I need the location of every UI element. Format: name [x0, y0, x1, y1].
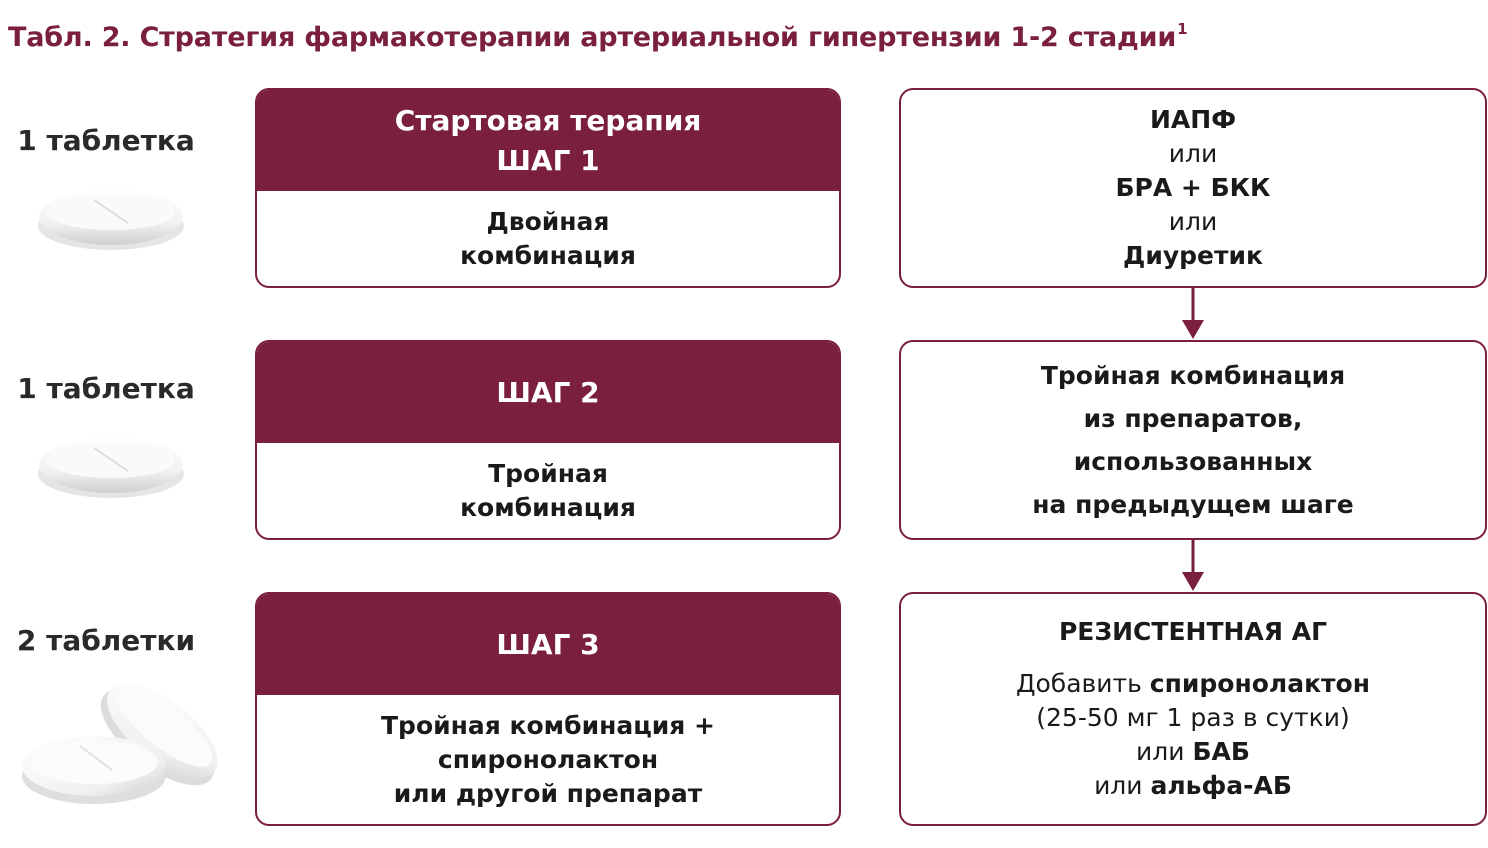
step-1-body [257, 191, 839, 286]
step-1-drug-options [899, 88, 1487, 288]
step-2-card [255, 340, 841, 540]
step-2-detail-line-1: Тройная комбинация [1040, 361, 1346, 390]
step-3-title: ШАГ 3 [496, 627, 600, 661]
table-title-text: Табл. 2. Стратегия фармакотерапии артериальной гипертензии 1-2 стадии [8, 22, 1177, 53]
footnote-marker: 1 [1177, 20, 1188, 38]
step-2-header [257, 342, 839, 443]
resistant-drug-spironolactone: спиронолактон [1149, 669, 1370, 698]
step-3-body-line-1: Тройная комбинация + [381, 710, 715, 740]
step-2-body-line-1: Тройная [488, 458, 608, 488]
single-tablet-icon [36, 180, 186, 254]
single-tablet-icon [36, 428, 186, 502]
step-2-detail-line-3: использованных [1073, 447, 1313, 476]
resistant-line-3 [1136, 735, 1250, 769]
step-1-header [257, 90, 839, 191]
resistant-line-1 [1016, 667, 1370, 701]
step-1-body-line-2: комбинация [460, 240, 636, 270]
table-title [8, 20, 1187, 53]
step-1-body-line-1: Двойная [486, 206, 610, 236]
step-3-body-line-3: или другой препарат [393, 778, 703, 808]
step-2-body [257, 443, 839, 538]
step-1-card [255, 88, 841, 288]
step-2-detail-line-2: из препаратов, [1083, 404, 1303, 433]
step-1-title-line-2: ШАГ 1 [496, 143, 600, 177]
resistant-heading: РЕЗИСТЕНТНАЯ АГ [1058, 617, 1328, 646]
step-3-body-line-2: спиронолактон [437, 744, 659, 774]
resistant-drug-alpha-ab: альфа-АБ [1150, 771, 1292, 800]
resistant-hypertension-box [899, 592, 1487, 826]
pill-count-label-3: 2 таблетки [16, 624, 196, 657]
pill-count-label-2: 1 таблетка [17, 372, 195, 405]
resistant-line-4-prefix: или [1094, 771, 1151, 800]
step-1-title-line-1: Стартовая терапия [394, 104, 702, 138]
two-tablets-icon [20, 672, 226, 812]
resistant-line-1-prefix: Добавить [1015, 669, 1150, 698]
down-arrow-icon [1181, 288, 1205, 340]
connector-or-2: или [1168, 207, 1218, 236]
step-2-detail-line-4: на предыдущем шаге [1032, 490, 1354, 519]
connector-or-1: или [1168, 139, 1218, 168]
drug-option-3: Диуретик [1123, 241, 1263, 270]
step-3-card [255, 592, 841, 826]
resistant-drug-bab: БАБ [1192, 737, 1250, 766]
down-arrow-icon [1181, 540, 1205, 592]
resistant-dosage: (25-50 мг 1 раз в сутки) [1036, 703, 1350, 732]
step-2-drug-options [899, 340, 1487, 540]
drug-option-2: БРА + БКК [1115, 173, 1271, 202]
pill-count-label-1: 1 таблетка [17, 124, 195, 157]
drug-option-1: ИАПФ [1150, 105, 1236, 134]
step-3-header [257, 594, 839, 695]
resistant-line-3-prefix: или [1136, 737, 1193, 766]
step-2-body-line-2: комбинация [460, 492, 636, 522]
step-2-title: ШАГ 2 [496, 375, 600, 409]
step-3-body [257, 695, 839, 824]
resistant-line-4 [1094, 769, 1292, 803]
